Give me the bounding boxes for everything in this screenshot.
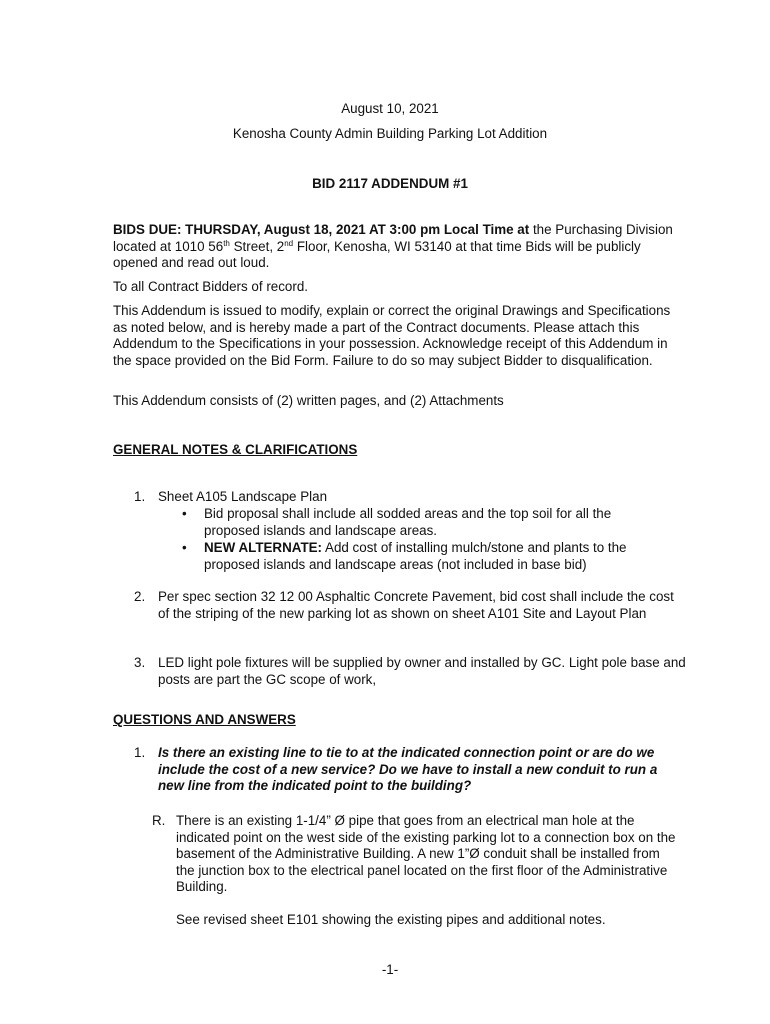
page-number: -1-	[381, 962, 399, 977]
answer-note: See revised sheet E101 showing the existing pipes and additional notes.	[176, 912, 606, 927]
bullet-icon: •	[182, 506, 187, 521]
addendum-purpose-paragraph: This Addendum is issued to modify, explain or correct the original Drawings and Specifications as noted below, and is hereby made a part of the Contract documents. Please attach this Addendum to the Specifications in your possession. Acknowledge receipt of this Addendum in the space provided on the Bid Form. Failure to do so may subject Bidder to disqualification.	[113, 303, 671, 368]
question-item: 1. Is there an existing line to tie to at the indicated connection point or are do we include the cost of a new service? Do we have to install a new conduit to run a new line from the indicated point to the building?	[134, 745, 686, 795]
general-note-item: 1. Sheet A105 Landscape Plan	[134, 489, 328, 504]
bullet-item: • NEW ALTERNATE: Add cost of installing mulch/stone and plants to the proposed islands and landscape areas (not included in base bid)	[182, 540, 627, 572]
general-note-item: 2. Per spec section 32 12 00 Asphaltic Concrete Pavement, bid cost shall include the cost of the striping of the new parking lot as shown on sheet A101 Site and Layout Plan	[134, 589, 674, 621]
to-bidders-line: To all Contract Bidders of record.	[113, 279, 308, 294]
document-date: August 10, 2021	[341, 101, 439, 116]
bullet-icon: •	[182, 540, 187, 555]
question-text: Is there an existing line to tie to at the indicated connection point or are do we include the cost of a new service? Do we have to install a new conduit to run a new line from the indicated point to the building?	[158, 745, 658, 794]
project-title: Kenosha County Admin Building Parking Lot Addition	[232, 126, 548, 141]
addendum-title: BID 2117 ADDENDUM #1	[312, 176, 468, 191]
bullet-item: • Bid proposal shall include all sodded areas and the top soil for all the proposed islands and landscape areas.	[182, 506, 612, 538]
qa-heading: QUESTIONS AND ANSWERS	[113, 712, 296, 727]
bids-due-paragraph: BIDS DUE: THURSDAY, August 18, 2021 AT 3:00 pm Local Time at the Purchasing Division located at 1010 56th Street, 2nd Floor, Kenosha, WI 53140 at that time Bids will be publicly opened and read out loud.	[113, 222, 673, 271]
general-note-item: 3. LED light pole fixtures will be supplied by owner and installed by GC. Light pole base and posts are part the GC scope of work,	[134, 655, 686, 687]
addendum-contents-line: This Addendum consists of (2) written pages, and (2) Attachments	[113, 393, 504, 408]
general-notes-heading: GENERAL NOTES & CLARIFICATIONS	[113, 442, 358, 457]
answer-item: R. There is an existing 1-1/4” Ø pipe that goes from an electrical man hole at the indicated point on the west side of the existing parking lot to a connection box on the basement of the Administrative Building. A new 1”Ø conduit shall be installed from the junction box to the electrical panel located on the first floor of the Administrative Building.	[152, 813, 682, 896]
answer-text: There is an existing 1-1/4” Ø pipe that goes from an electrical man hole at the indicated point on the west side of the existing parking lot to a connection box on the basement of the Administrative Building. A new 1”Ø conduit shall be installed from the junction box to the electrical panel located on the first floor of the Administrative Building.	[176, 813, 676, 895]
bids-due-deadline: BIDS DUE: THURSDAY, August 18, 2021 AT 3:00 pm Local Time at	[113, 222, 530, 237]
